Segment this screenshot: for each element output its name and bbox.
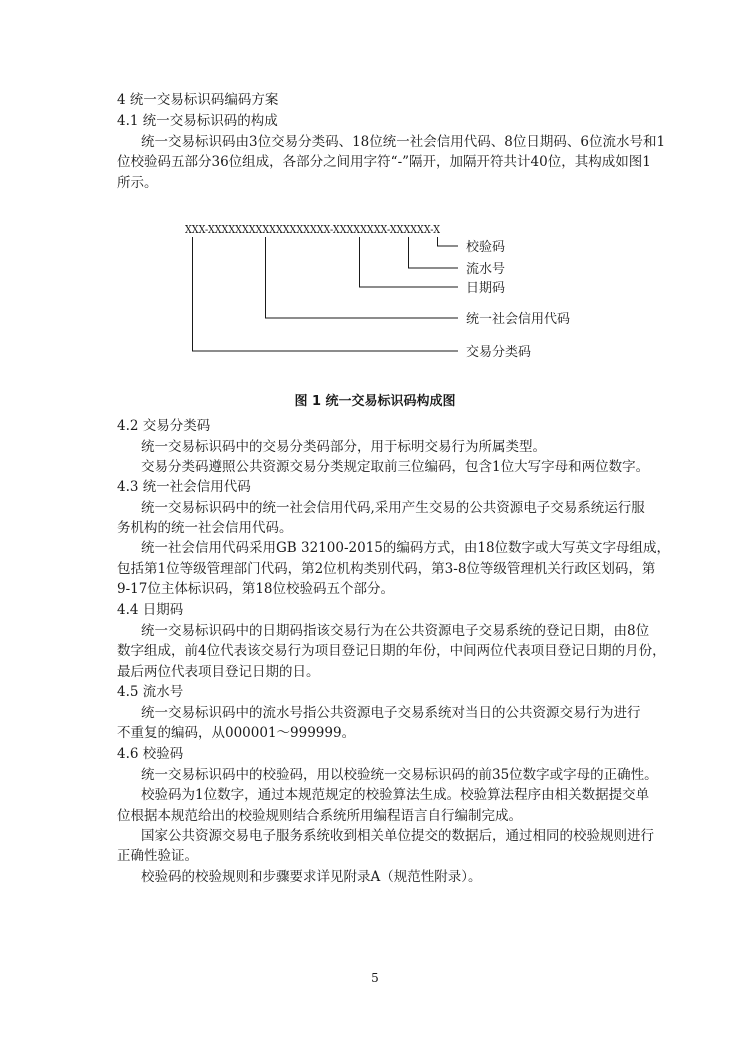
subsection-heading: 4.6 校验码 [117,746,184,762]
connector-lines [193,237,459,351]
label-date: 日期码 [466,281,506,296]
label-check: 校验码 [466,240,506,255]
paragraph-line: 数字组成，前4位代表该交易行为项目登记日期的年份，中间两位代表项目登记日期的月份， [117,643,666,659]
paragraph-line: 国家公共资源交易电子服务系统收到相关单位提交的数据后，通过相同的校验规则进行 [141,828,654,844]
subsection-heading: 4.4 日期码 [117,602,184,618]
subsection-heading: 4.3 统一社会信用代码 [117,479,251,495]
paragraph-line: 正确性验证。 [117,848,198,864]
credit-connector [266,237,459,318]
paragraph-line: 9-17位主体标识码，第18位校验码五个部分。 [117,581,395,597]
check-connector [438,237,459,246]
paragraph-line: 所示。 [117,175,158,191]
paragraph-line: 统一交易标识码中的校验码，用以校验统一交易标识码的前35位数字或字母的正确性。 [141,767,658,783]
label-serial: 流水号 [466,262,506,277]
paragraph-line: 统一交易标识码中的日期码指该交易行为在公共资源电子交易系统的登记日期，由8位 [141,623,650,639]
paragraph-line: 最后两位代表项目登记日期的日。 [117,664,320,680]
paragraph-line: 校验码的校验规则和步骤要求详见附录A（规范性附录）。 [141,869,482,885]
subsection-heading: 4.5 流水号 [117,684,184,700]
paragraph-line: 务机构的统一社会信用代码。 [117,520,293,536]
code-structure-diagram [0,0,750,400]
label-category: 交易分类码 [466,345,532,360]
code-template: XXX-XXXXXXXXXXXXXXXXXX-XXXXXXXX-XXXXXX-X [185,222,441,236]
subsection-heading: 4.2 交易分类码 [117,418,211,434]
paragraph-line: 统一交易标识码由3位交易分类码、18位统一社会信用代码、8位日期码、6位流水号和1 [141,134,666,150]
paragraph-line: 包括第1位等级管理部门代码，第2位机构类别代码，第3-8位等级管理机关行政区划码，第 [117,561,656,577]
paragraph-line: 不重复的编码，从000001～999999。 [117,725,356,741]
paragraph-line: 交易分类码遵照公共资源交易分类规定取前三位编码，包含1位大写字母和两位数字。 [141,459,650,475]
page-number: 5 [371,971,379,985]
paragraph-line: 位校验码五部分36位组成，各部分之间用字符“-”隔开，加隔开符共计40位，其构成如图1 [117,154,651,170]
paragraph-line: 校验码为1位数字，通过本规范规定的校验算法生成。校验算法程序由相关数据提交单 [141,787,650,803]
subsection-heading: 4.1 统一交易标识码的构成 [117,113,278,129]
category-connector [193,237,459,351]
paragraph-line: 统一交易标识码中的交易分类码部分，用于标明交易行为所属类型。 [141,439,546,455]
paragraph-line: 统一社会信用代码采用GB 32100-2015的编码方式，由18位数字或大写英文字母组成， [141,540,671,556]
serial-connector [409,237,459,268]
section-heading: 4 统一交易标识码编码方案 [117,92,279,108]
figure-caption: 图 1 统一交易标识码构成图 [294,394,456,409]
paragraph-line: 统一交易标识码中的流水号指公共资源电子交易系统对当日的公共资源交易行为进行 [141,705,641,721]
label-credit: 统一社会信用代码 [466,312,571,327]
paragraph-line: 统一交易标识码中的统一社会信用代码,采用产生交易的公共资源电子交易系统运行服 [141,500,645,516]
paragraph-line: 位根据本规范给出的校验规则结合系统所用编程语言自行编制完成。 [117,808,522,824]
